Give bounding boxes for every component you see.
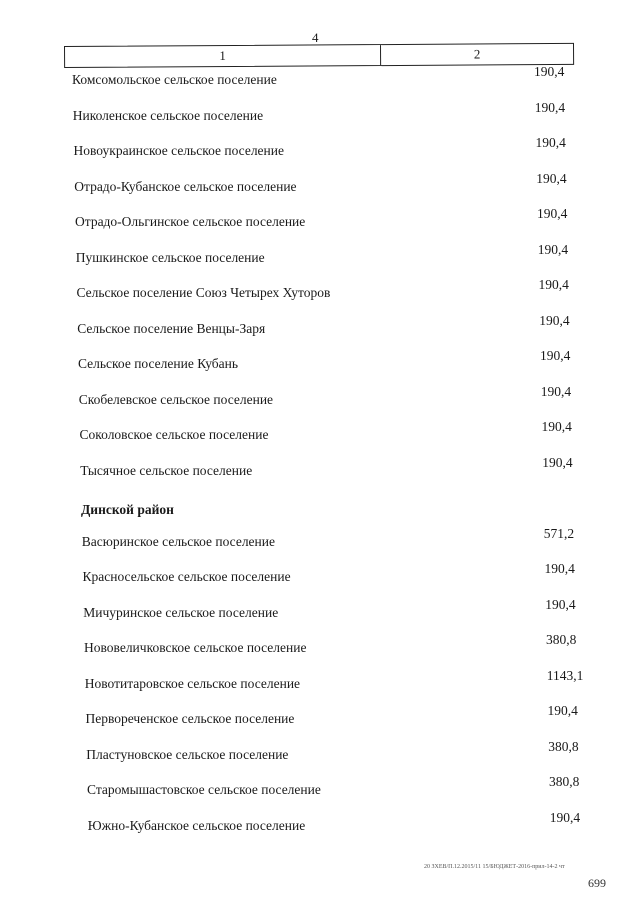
settlement-name: Васюринское сельское поселение bbox=[81, 533, 275, 549]
section-title: Динской район bbox=[81, 502, 174, 517]
amount-value: 380,8 bbox=[546, 632, 577, 647]
settlement-name: Сельское поселение Венцы-Заря bbox=[77, 320, 266, 336]
settlement-name: Отрадо-Кубанское сельское поселение bbox=[74, 178, 297, 194]
amount-value: 1143,1 bbox=[546, 667, 584, 683]
amount-value: 190,4 bbox=[534, 64, 565, 79]
footer-page-number: 699 bbox=[588, 876, 606, 890]
settlement-name: Нововеличковское сельское поселение bbox=[84, 640, 307, 655]
settlement-name: Николенское сельское поселение bbox=[72, 107, 264, 123]
settlement-name: Сельское поселение Союз Четырех Хуторов bbox=[76, 285, 331, 300]
settlement-name: Южно-Кубанское сельское поселение bbox=[87, 817, 306, 833]
amount-value: 190,4 bbox=[549, 809, 581, 825]
settlement-name: Старомышастовское сельское поселение bbox=[87, 782, 321, 797]
settlement-name: Первореченское сельское поселение bbox=[85, 711, 295, 726]
amount-value: 380,8 bbox=[548, 738, 579, 754]
amount-value: 190,4 bbox=[535, 135, 566, 150]
amount-value: 190,4 bbox=[544, 561, 575, 576]
settlement-name: Сельское поселение Кубань bbox=[78, 356, 239, 371]
settlement-name: Пушкинское сельское поселение bbox=[75, 249, 265, 265]
amount-value: 190,4 bbox=[538, 277, 569, 292]
settlement-name: Отрадо-Ольгинское сельское поселение bbox=[75, 214, 306, 229]
settlement-name: Скобелевское сельское поселение bbox=[78, 391, 274, 407]
amount-value: 190,4 bbox=[542, 454, 573, 470]
settlement-name: Красносельское сельское поселение bbox=[82, 569, 291, 584]
page-number-top: 4 bbox=[312, 30, 319, 45]
amount-value: 190,4 bbox=[547, 703, 578, 718]
settlement-name: Мичуринское сельское поселение bbox=[83, 604, 279, 620]
amount-value: 190,4 bbox=[534, 99, 566, 115]
header-col-2: 2 bbox=[473, 46, 481, 62]
amount-value: 190,4 bbox=[540, 383, 572, 399]
settlement-name: Комсомольское сельское поселение bbox=[72, 72, 277, 87]
settlement-name: Соколовское сельское поселение bbox=[79, 427, 269, 442]
header-col-1: 1 bbox=[65, 45, 381, 67]
footer-note: 20 ЗХЕВ/П.12.2015/11 15/БЮДЖЕТ-2016-прил-14-2 чт bbox=[424, 864, 565, 870]
settlement-name: Новотитаровское сельское поселение bbox=[84, 675, 301, 691]
amount-value: 190,4 bbox=[537, 241, 569, 257]
settlement-name: Новоукраинское сельское поселение bbox=[73, 143, 284, 158]
amount-value: 190,4 bbox=[540, 348, 571, 363]
settlement-name: Пластуновское сельское поселение bbox=[86, 746, 289, 762]
amount-value: 190,4 bbox=[539, 312, 570, 328]
amount-value: 190,4 bbox=[545, 596, 576, 612]
amount-value: 380,8 bbox=[549, 774, 580, 789]
amount-value: 190,4 bbox=[541, 419, 572, 434]
settlement-name: Тысячное сельское поселение bbox=[80, 462, 253, 478]
amount-value: 190,4 bbox=[536, 170, 567, 186]
amount-value: 571,2 bbox=[543, 525, 575, 541]
amount-value: 190,4 bbox=[537, 206, 568, 221]
